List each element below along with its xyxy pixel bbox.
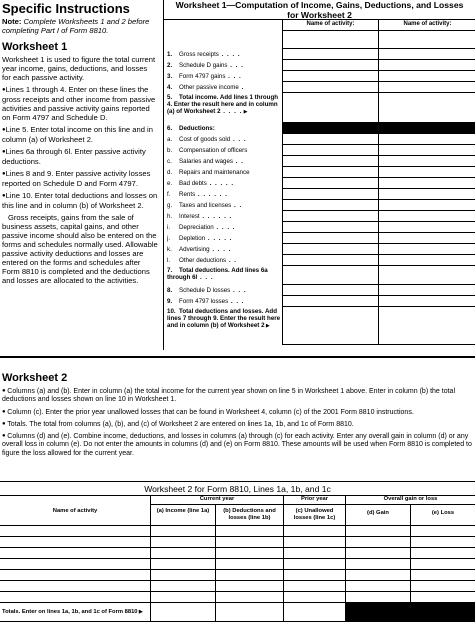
ws1-row-label [164,158,282,165]
ws2-activity-name-cell[interactable] [0,559,150,570]
ws1-row-text: Interest [179,213,200,220]
ws2-totals-text: Totals. Enter on lines 1a, 1b, and 1c of Form 8810 [2,609,138,615]
ws1-amount-cell[interactable] [378,255,475,266]
ws1-leader-dots: . . . [228,298,245,305]
ws2-col-c-header: (c) Unallowed losses (line 1c) [283,505,345,526]
ws1-row-text: Bad debts [179,180,207,187]
ws2-totals-label [0,603,150,622]
ws1-row-label [164,287,282,294]
ws2-bullet-3: ● Totals. The total from columns (a), (b), and (c) of Worksheet 2 are entered on lines 1a, 1b, and 1c of Form 8810. [2,420,473,429]
ws1-amount-cell[interactable] [282,222,378,233]
ws2-table-title: Worksheet 2 for Form 8810, Lines 1a, 1b, and 1c [0,481,475,496]
ws1-row-label [164,136,282,143]
ws1-amount-cell[interactable] [282,285,378,296]
ws2-amount-cell[interactable] [283,592,345,603]
ws1-amount-cell[interactable] [282,233,378,244]
ws1-row-label [164,298,282,305]
ws1-amount-cell[interactable] [282,189,378,200]
ws2-activity-name-cell[interactable] [0,592,150,603]
ws1-row-label [164,125,282,132]
ws2-amount-cell[interactable] [345,570,410,581]
ws2-total-c-cell[interactable] [283,603,345,622]
ws1-title: Worksheet 1—Computation of Income, Gains, Deductions, and Losses for Worksheet 2 [164,0,475,20]
ws1-row-text: Salaries and wages [179,158,234,165]
ws1-row-label [164,235,282,242]
arrow-icon: ▶ [264,323,270,330]
ws2-amount-cell[interactable] [410,537,475,548]
ws1-leader-dots: . . . . [209,246,232,253]
ws2-col-d-header: (d) Gain [345,505,410,526]
ws2-activity-name-cell[interactable] [0,570,150,581]
ws1-row-number: 1. [167,51,173,58]
ws1-amount-cell[interactable] [282,178,378,189]
ws1-row-number: 8. [167,287,173,294]
ws1-amount-cell[interactable] [282,60,378,71]
ws1-col-a-header: Name of activity: [282,20,378,31]
ws1-row-number: k. [167,246,172,253]
ws1-amount-cell[interactable] [282,296,378,307]
ws2-amount-cell[interactable] [150,526,215,537]
ws1-row-number: j. [167,235,171,242]
ws1-leader-dots: . . . [227,62,244,69]
ws2-amount-cell[interactable] [345,581,410,592]
ws1-leader-dots: . . . . [220,108,243,116]
ws1-row-number: 10. [167,308,176,315]
ws2-col-e-header: (e) Loss [410,505,475,526]
ws1-amount-cell[interactable] [378,200,475,211]
ws1-leader-dots: . . . [230,136,247,143]
ws1-row-number: 2. [167,62,173,69]
ws2-bullet-2: ● Column (c). Enter the prior year unallowed losses that can be found in Worksheet 4, column (c) of the 2001 Form 8810 instructions. [2,408,473,417]
ws1-row-text: Depreciation [179,224,214,231]
ws1-row-number: 5. [167,94,173,101]
ws1-row-text: Advertising [179,246,210,253]
ws1-amount-cell[interactable] [378,134,475,145]
ws1-row-text: Schedule D losses [179,287,231,294]
ws2-amount-cell[interactable] [410,548,475,559]
ws2-amount-cell[interactable] [215,537,283,548]
ws1-amount-cell[interactable] [282,145,378,156]
ws2-amount-cell[interactable] [150,548,215,559]
ws1-amount-cell[interactable] [378,222,475,233]
ws1-amount-cell[interactable] [378,211,475,222]
arrow-icon: ▶ [137,609,143,615]
ws2-total-a-cell[interactable] [150,603,215,622]
ws1-row-label [164,84,282,91]
ws2-amount-cell[interactable] [283,548,345,559]
ws1-bullet-2: ● Line 5. Enter total income on this line and in column (a) of Worksheet 2. [2,125,158,144]
ws1-amount-cell[interactable] [282,82,378,93]
ws1-amount-cell[interactable] [378,307,475,345]
ws1-row-number: b. [167,147,173,154]
ws1-row-label [164,308,282,331]
ws1-row-label [164,147,282,154]
ws1-row-number: g. [167,202,173,209]
ws2-amount-cell[interactable] [410,570,475,581]
ws1-row-number: 3. [167,73,173,80]
ws1-amount-cell [282,123,378,134]
ws2-amount-cell[interactable] [410,581,475,592]
ws1-amount-cell[interactable] [378,167,475,178]
ws1-row-text: Total deductions and losses. Add lines 7 through 9. Enter the result here and in column (b) of Worksheet 2 [167,308,281,330]
note: Note: Complete Worksheets 1 and 2 before completing Part I of Form 8810. [2,17,150,35]
ws1-amount-cell[interactable] [282,93,378,123]
ws1-amount-cell[interactable] [378,145,475,156]
ws1-row-text: Gross receipts [179,51,219,58]
ws2-amount-cell[interactable] [215,559,283,570]
instructions-heading: Specific Instructions [2,1,130,16]
ws2-amount-cell[interactable] [150,570,215,581]
ws1-amount-cell[interactable] [378,82,475,93]
ws1-amount-cell[interactable] [282,167,378,178]
ws1-amount-cell[interactable] [282,244,378,255]
ws1-amount-cell[interactable] [378,178,475,189]
ws1-row-number: f. [167,191,171,198]
ws1-row-number: l. [167,257,171,264]
ws1-amount-cell[interactable] [282,49,378,60]
ws1-row-label [164,180,282,187]
ws1-row-label [164,94,282,117]
ws2-amount-cell[interactable] [345,559,410,570]
ws1-leader-dots: . [238,84,245,91]
ws1-row-number: a. [167,136,173,143]
ws2-amount-cell[interactable] [283,537,345,548]
ws1-amount-cell[interactable] [378,60,475,71]
ws1-amount-cell[interactable] [378,71,475,82]
ws2-amount-cell[interactable] [215,570,283,581]
ws1-leader-dots: . . . [197,274,214,282]
ws1-row-label [164,202,282,209]
ws2-col-a-header: (a) Income (line 1a) [150,505,215,526]
ws1-row-number: 6. [167,125,173,132]
ws1-row-label [164,62,282,69]
ws2-amount-cell[interactable] [283,570,345,581]
ws2-heading: Worksheet 2 [2,372,68,384]
ws2-amount-cell[interactable] [283,581,345,592]
ws1-row-label [164,73,282,80]
ws1-row-number: 7. [167,267,173,274]
ws1-amount-cell [378,123,475,134]
ws1-row-label [164,246,282,253]
ws2-amount-cell[interactable] [283,526,345,537]
ws2-name-header: Name of activity [0,496,150,526]
ws2-amount-cell[interactable] [215,548,283,559]
ws1-row-number: h. [167,213,173,220]
ws2-amount-cell[interactable] [150,592,215,603]
ws1-spacer-cell [282,31,378,49]
ws2-amount-cell[interactable] [345,592,410,603]
ws1-row-label [164,224,282,231]
ws2-total-shaded-cell [345,603,475,622]
ws2-activity-name-cell[interactable] [0,526,150,537]
ws1-amount-cell[interactable] [282,307,378,345]
arrow-icon: ▶ [242,109,248,116]
ws1-amount-cell[interactable] [378,49,475,60]
ws1-amount-cell[interactable] [378,156,475,167]
ws1-row-text: Taxes and licenses [179,202,232,209]
ws1-leader-dots: . . . [230,287,247,294]
ws2-amount-cell[interactable] [150,581,215,592]
ws1-leader-dots: . . . . . . [199,213,233,220]
ws1-bullet-5: ● Line 10. Enter total deductions and losses on this line and in column (b) of Worksheet 2. [2,191,158,210]
ws1-row-label [164,213,282,220]
ws2-table [0,496,475,622]
ws1-row-number: c. [167,158,172,165]
ws2-prior-year-header: Prior year [283,496,345,505]
ws1-leader-dots: . . [231,202,243,209]
ws2-activity-name-cell[interactable] [0,537,150,548]
ws2-amount-cell[interactable] [345,548,410,559]
ws2-amount-cell[interactable] [410,592,475,603]
ws1-row-number: 9. [167,298,173,305]
ws1-bullet-1: ● Lines 1 through 4. Enter on these lines the gross receipts and other income from passive activities and passive activity gains reported on Form 4797 and Schedule D. [2,85,158,122]
ws2-amount-cell[interactable] [150,559,215,570]
ws2-amount-cell[interactable] [283,559,345,570]
worksheet-2-instructions [2,372,473,461]
ws1-amount-cell[interactable] [282,134,378,145]
ws1-leader-dots: . . . . . [205,235,233,242]
ws1-row-label [164,267,282,281]
ws2-amount-cell[interactable] [150,537,215,548]
ws1-row-number: i. [167,224,171,231]
ws2-col-b-header: (b) Deductions and losses (line 1b) [215,505,283,526]
ws1-col-b-header: Name of activity: [378,20,475,31]
worksheet-1 [163,0,475,350]
ws2-bullet-4: ● Columns (d) and (e). Combine income, deductions, and losses in columns (a) through (c) for each activity. Enter any overall gain in column (d) or any overall loss in column (e). Do not enter the amounts in columns (d) and (e) on Form 8810. These amounts will be used when Form 8810 is completed to figure the loss allowed for the current year. [2,432,473,458]
ws1-leader-dots: . . . . [218,51,241,58]
ws2-amount-cell[interactable] [215,592,283,603]
ws1-amount-cell[interactable] [282,255,378,266]
ws1-amount-cell[interactable] [378,266,475,285]
ws1-amount-cell[interactable] [282,156,378,167]
ws1-amount-cell[interactable] [378,93,475,123]
ws1-row-text: Depletion [179,235,206,242]
ws1-leader-dots: . . . . . . [195,191,228,198]
ws2-amount-cell[interactable] [345,526,410,537]
ws1-row-text: Total deductions. Add lines 6a through 6l [167,267,268,282]
ws1-row-text: Deductions: [179,125,215,132]
ws1-amount-cell[interactable] [378,285,475,296]
ws1-row-text: Compensation of officers [179,147,248,154]
ws1-leader-dots: . . . . [213,224,236,231]
ws1-amount-cell[interactable] [378,244,475,255]
ws1-amount-cell[interactable] [282,211,378,222]
ws1-row-label [164,191,282,198]
ws2-activity-name-cell[interactable] [0,581,150,592]
ws1-closing: Gross receipts, gains from the sale of business assets, capital gains, and other passive income should also be entered on the forms and schedules normally used. Allowable passive activity deductions and losses are entered on the forms and schedules after Form 8810 is completed and the deductions and losses are allocated to the activities. [2,213,158,285]
ws1-amount-cell[interactable] [378,233,475,244]
ws1-amount-cell[interactable] [282,71,378,82]
ws1-leader-dots: . . [233,158,244,165]
ws1-row-text: Other deductions [179,257,227,264]
ws1-leader-dots: . . . . . [206,180,235,187]
ws1-row-text: Repairs and maintenance [179,169,250,176]
ws2-amount-cell[interactable] [345,537,410,548]
ws1-spacer-cell [378,31,475,49]
ws2-amount-cell[interactable] [410,526,475,537]
ws1-row-label [164,169,282,176]
ws1-row-text: Total income. Add lines 1 through 4. Enter the result here and in column (a) of Worksheet 2 [167,94,279,116]
ws2-current-year-header: Current year [150,496,283,505]
ws2-activity-name-cell[interactable] [0,548,150,559]
ws1-intro: Worksheet 1 is used to figure the total current year income, gains, deductions, and losses for each passive activity. [2,55,156,82]
ws1-bullet-3: ● Lines 6a through 6l. Enter passive activity deductions. [2,147,158,166]
ws1-row-text: Cost of goods sold [179,136,231,143]
ws1-row-text: Form 4797 gains [179,73,226,80]
ws2-overall-header: Overall gain or loss [345,496,475,505]
section-divider [0,356,475,358]
ws1-row-text: Schedule D gains [179,62,228,69]
ws1-heading: Worksheet 1 [2,41,68,53]
ws1-row-text: Other passive income [179,84,239,91]
ws1-leader-dots: . . [226,257,238,264]
ws1-leader-dots: . . . [225,73,242,80]
ws1-row-number: d. [167,169,173,176]
ws1-amount-cell[interactable] [282,200,378,211]
ws2-amount-cell[interactable] [215,581,283,592]
ws1-row-text: Form 4797 losses [179,298,229,305]
ws1-bullet-4: ● Lines 8 and 9. Enter passive activity losses reported on Schedule D and Form 4797. [2,169,158,188]
ws1-row-text: Rents [179,191,196,198]
ws1-row-number: 4. [167,84,173,91]
ws2-bullet-1: ● Columns (a) and (b). Enter in column (a) the total income for the current year shown on line 5 in Worksheet 1 above. Enter in column (b) the total deductions and losses shown on line 10 in Worksheet 1. [2,387,473,405]
specific-instructions [2,2,158,288]
ws2-total-b-cell[interactable] [215,603,283,622]
ws1-amount-cell[interactable] [282,266,378,285]
ws1-amount-cell[interactable] [378,189,475,200]
ws2-amount-cell[interactable] [215,526,283,537]
ws1-row-label [164,51,282,58]
ws1-amount-cell[interactable] [378,296,475,307]
ws1-row-label [164,257,282,264]
ws1-row-number: e. [167,180,173,187]
ws2-amount-cell[interactable] [410,559,475,570]
